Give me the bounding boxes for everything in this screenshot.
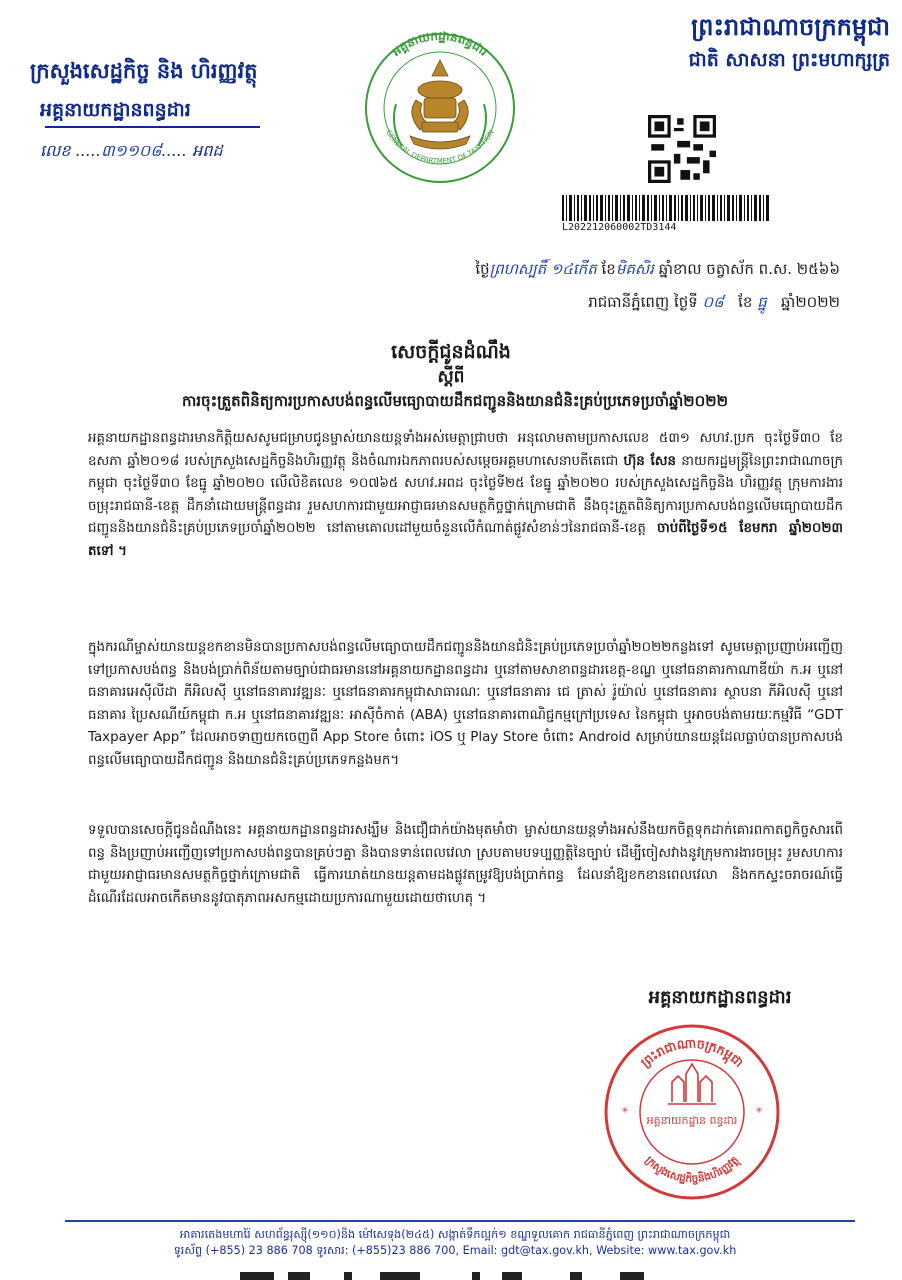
ref-dots: ..... <box>75 141 101 160</box>
paragraph-1-text-b: នាយករដ្ឋមន្ត្រីនៃព្រះរាជាណាចក្រកម្ពុជា ចុះថ្ងៃទី៣០ ខែធ្នូ ឆ្នាំ២០២០ លើលិខិតលេខ ១០៧៦៥ សហវ.អពដ ចុះថ្ងៃទី២៥ ខែធ្នូ ឆ្នាំ២០២០ របស់ក្រសួងសេដ្ឋកិច្ចនិង ហិរញ្ញវត្ថុ ក្រុមការងារចម្រុះរាជធានី-ខេត្ត ដឹកនាំដោយមន្ត្រីពន្ធដារ រួមសហការជាមួយអាជ្ញាធរមានសមត្ថកិច្ចថ្នាក់ក្រោមជាតិ នឹងចុះត្រួតពិនិត្យការប្រកាសបង់ពន្ធលើមធ្យោបាយដឹកជញ្ជូននិងយានជំនិះគ្រប់ប្រភេទប្រចាំឆ្នាំ២០២២ នៅតាមគោលដៅមួយចំនួនលើកំណាត់ផ្លូវសំខាន់ៗនៃរាជធានី-ខេត្ត <box>88 453 843 536</box>
prime-minister-name: ហ៊ុន សែន <box>623 453 676 469</box>
qr-code-icon <box>648 115 716 183</box>
lunar-month-label: ខែ <box>601 260 616 278</box>
signatory-title: អគ្គនាយកដ្ឋានពន្ធដារ <box>648 987 792 1008</box>
official-seal-icon <box>600 1020 785 1205</box>
seal-text-top: ព្រះរាជាណាចក្រកម្ពុជា <box>637 1035 747 1070</box>
paragraph-3: ទទួលបានសេចក្ដីជូនដំណឹងនេះ អគ្គនាយកដ្ឋានពន្ធដារសង្ឃឹម និងជឿជាក់យ៉ាងមុតមាំថា ម្ចាស់យានយន្តទាំងអស់នឹងយកចិត្តទុកដាក់គោរពកាតព្វកិច្ចសារពើពន្ធ និងប្រញាប់អញ្ជើញទៅប្រកាសបង់ពន្ធបានគ្រប់ៗគ្នា និងបានទាន់ពេលវេលា ស្របតាមបទប្បញ្ញត្តិនៃច្បាប់ ដើម្បីចៀសវាងនូវក្រុមការងារចម្រុះ រួមសហការជាមួយអាជ្ញាធរមានសមត្ថកិច្ចថ្នាក់ក្រោមជាតិ ធ្វើការឃាត់យានយន្តតាមដងផ្លូវតម្រូវឱ្យបង់ប្រាក់ពន្ធ ដែលនាំឱ្យខកខានពេលវេលា និងកកស្ទះចរាចរណ៍ធ្វើដំណើរដែលអាចកើតមាននូវបាតុភាពអសកម្មដោយប្រការណាមួយដោយថាហេតុ ។ <box>88 823 843 906</box>
ministry-name: ក្រសួងសេដ្ឋកិច្ច និង ហិរញ្ញវត្ថុ <box>30 59 258 83</box>
svg-text:*: * <box>622 1105 628 1119</box>
footer-address: អាគារតេងមហារ៉ៃ សហព័ន្ធរុស្ស៊ី(១១០)និង ម៉ៅសេទុង(២៤៥) សង្កាត់ទឹកល្អក់១ ខណ្ឌទួលគោក រាជធានីភ្នំពេញ ព្រះរាជាណាចក្រកម្ពុជា <box>179 1228 731 1241</box>
effective-date: ចាប់ពីថ្ងៃទី១៥ ខែមករា ឆ្នាំ២០២៣ តទៅ ។ <box>88 521 843 559</box>
ref-number: ៣១១០៨ <box>101 141 162 160</box>
footer-divider <box>65 1220 855 1222</box>
paragraph-2: ក្នុងករណីម្ចាស់យានយន្តខកខានមិនបានប្រកាសបង់ពន្ធលើមធ្យោបាយដឹកជញ្ជូននិងយានជំនិះគ្រប់ប្រភេទប្រចាំឆ្នាំ២០២២កន្លងទៅ សូមមេត្តាប្រញាប់អញ្ជើញទៅប្រកាសបង់ពន្ធ និងបង់ប្រាក់ពិន័យតាមច្បាប់ជាធរមាននៅអគ្គនាយកដ្ឋានពន្ធដារ ឬនៅតាមសាខាពន្ធដារខេត្ត-ខណ្ឌ ឬនៅធនាគារកាណាឌីយ៉ា ក.អ ឬនៅធនាគារអេស៊ីលីដា ភីអិលស៊ី ឬនៅធនាគារវឌ្ឍនៈ ឬនៅធនាគារកម្ពុជាសាធារណៈ ឬនៅធនាគារ ជេ ត្រាស់ រ៉ូយ៉ាល់ ឬនៅធនាគារ ស្ថាបនា ភីអិលស៊ី ឬនៅធនាគារ ប្រៃសណីយ៍កម្ពុជា ក.អ ឬនៅធនាគារវឌ្ឍនៈ អាស៊ីចំកាត់ (ABA) ឬនៅធនាគារពាណិជ្ជកម្មក្រៅប្រទេស នៃកម្ពុជា ឬអាចបង់តាមរយៈកម្មវិធី “GDT Taxpayer App” ដែលអាចទាញយកចេញពី App Store ចំពោះ iOS ឬ Play Store ចំពោះ Android សម្រាប់យានយន្តដែលធ្លាប់បានប្រកាសបង់ពន្ធលើមធ្យោបាយដឹកជញ្ជូន និងយានជំនិះគ្រប់ប្រភេទកន្លងមក។ <box>88 640 843 768</box>
paragraph-1-text-a: អគ្គនាយកដ្ឋានពន្ធដារមានកិត្តិយសសូមជម្រាបជូនម្ចាស់យានយន្តទាំងអស់មេត្តាជ្រាបថា អនុលោមតាមប្រកាសលេខ ៥៣១ សហវ.ប្រក ចុះថ្ងៃទី៣០ ខែឧសភា ឆ្នាំ២០១៨ របស់ក្រសួងសេដ្ឋកិច្ចនិងហិរញ្ញវត្ថុ និងចំណារឯកភាពរបស់សម្ដេចអគ្គមហាសេនាបតីតេជោ <box>88 431 843 469</box>
notice-title: សេចក្ដីជូនដំណឹង <box>391 341 511 363</box>
date-month-label: ខែ <box>738 293 753 311</box>
date-month-handwritten: ធ្នូ <box>757 293 767 311</box>
logo-text-english: GENERAL DEPARTMENT OF TAXATION <box>384 128 496 166</box>
kingdom-title: ព្រះរាជាណាចក្រកម្ពុជា <box>691 13 890 41</box>
date-place: រាជធានីភ្នំពេញ ថ្ងៃទី <box>588 293 698 311</box>
ref-suffix: អពដ <box>192 141 223 160</box>
footer-contact: ទូរស័ព្ទ (+855) 23 886 708 ទូរសារ: (+855)23 886 700, Email: gdt@tax.gov.kh, Website: www.tax.gov.kh <box>173 1244 737 1257</box>
notice-subject: ការចុះត្រួតពិនិត្យការប្រកាសបង់ពន្ធលើមធ្យោបាយដឹកជញ្ជូននិងយានជំនិះគ្រប់ប្រភេទប្រចាំឆ្នាំ២០២២ <box>182 392 728 410</box>
ref-dots-2: ..... <box>161 141 187 160</box>
lunar-year: ឆ្នាំខាល ចត្វាស័ក ព.ស. ២៥៦៦ <box>658 260 840 278</box>
reference-number <box>40 140 300 164</box>
page-edge-marks <box>240 1270 680 1280</box>
lunar-day-handwritten: ព្រហស្បតិ៍ ១៤កើត <box>489 260 597 278</box>
lunar-month-handwritten: មិគសិរ <box>615 260 654 278</box>
notice-about: ស្ដីពី <box>437 367 465 387</box>
ref-prefix: លេខ <box>40 141 71 160</box>
date-year: ឆ្នាំ២០២២ <box>781 293 840 311</box>
lunar-date <box>420 260 840 282</box>
gdt-logo-icon <box>360 18 520 193</box>
date-day-handwritten: ០៨ <box>702 293 724 311</box>
svg-text:ក្រសួងសេដ្ឋកិច្ចនិងហិរញ្ញវត្ថុ <box>643 1154 743 1185</box>
barcode-number: L202212060002TD3144 <box>562 222 677 233</box>
svg-text:អគ្គនាយកដ្ឋានពន្ធដារ <box>389 29 491 60</box>
department-underline <box>45 126 260 128</box>
solar-date <box>420 293 840 315</box>
svg-text:*: * <box>756 1105 762 1119</box>
national-motto: ជាតិ សាសនា ព្រះមហាក្សត្រ <box>688 49 890 71</box>
paragraph-1 <box>88 428 843 563</box>
lunar-day-label: ថ្ងៃ <box>475 260 490 278</box>
seal-text-bottom: ក្រសួងសេដ្ឋកិច្ចនិងហិរញ្ញវត្ថុ <box>642 1154 742 1186</box>
department-name: អគ្គនាយកដ្ឋានពន្ធដារ <box>40 99 191 121</box>
seal-text-center: អគ្គនាយកដ្ឋាន ពន្ធដារ <box>646 1114 738 1127</box>
barcode-icon <box>562 195 772 221</box>
logo-text-khmer: អគ្គនាយកដ្ឋានពន្ធដារ <box>389 28 491 59</box>
